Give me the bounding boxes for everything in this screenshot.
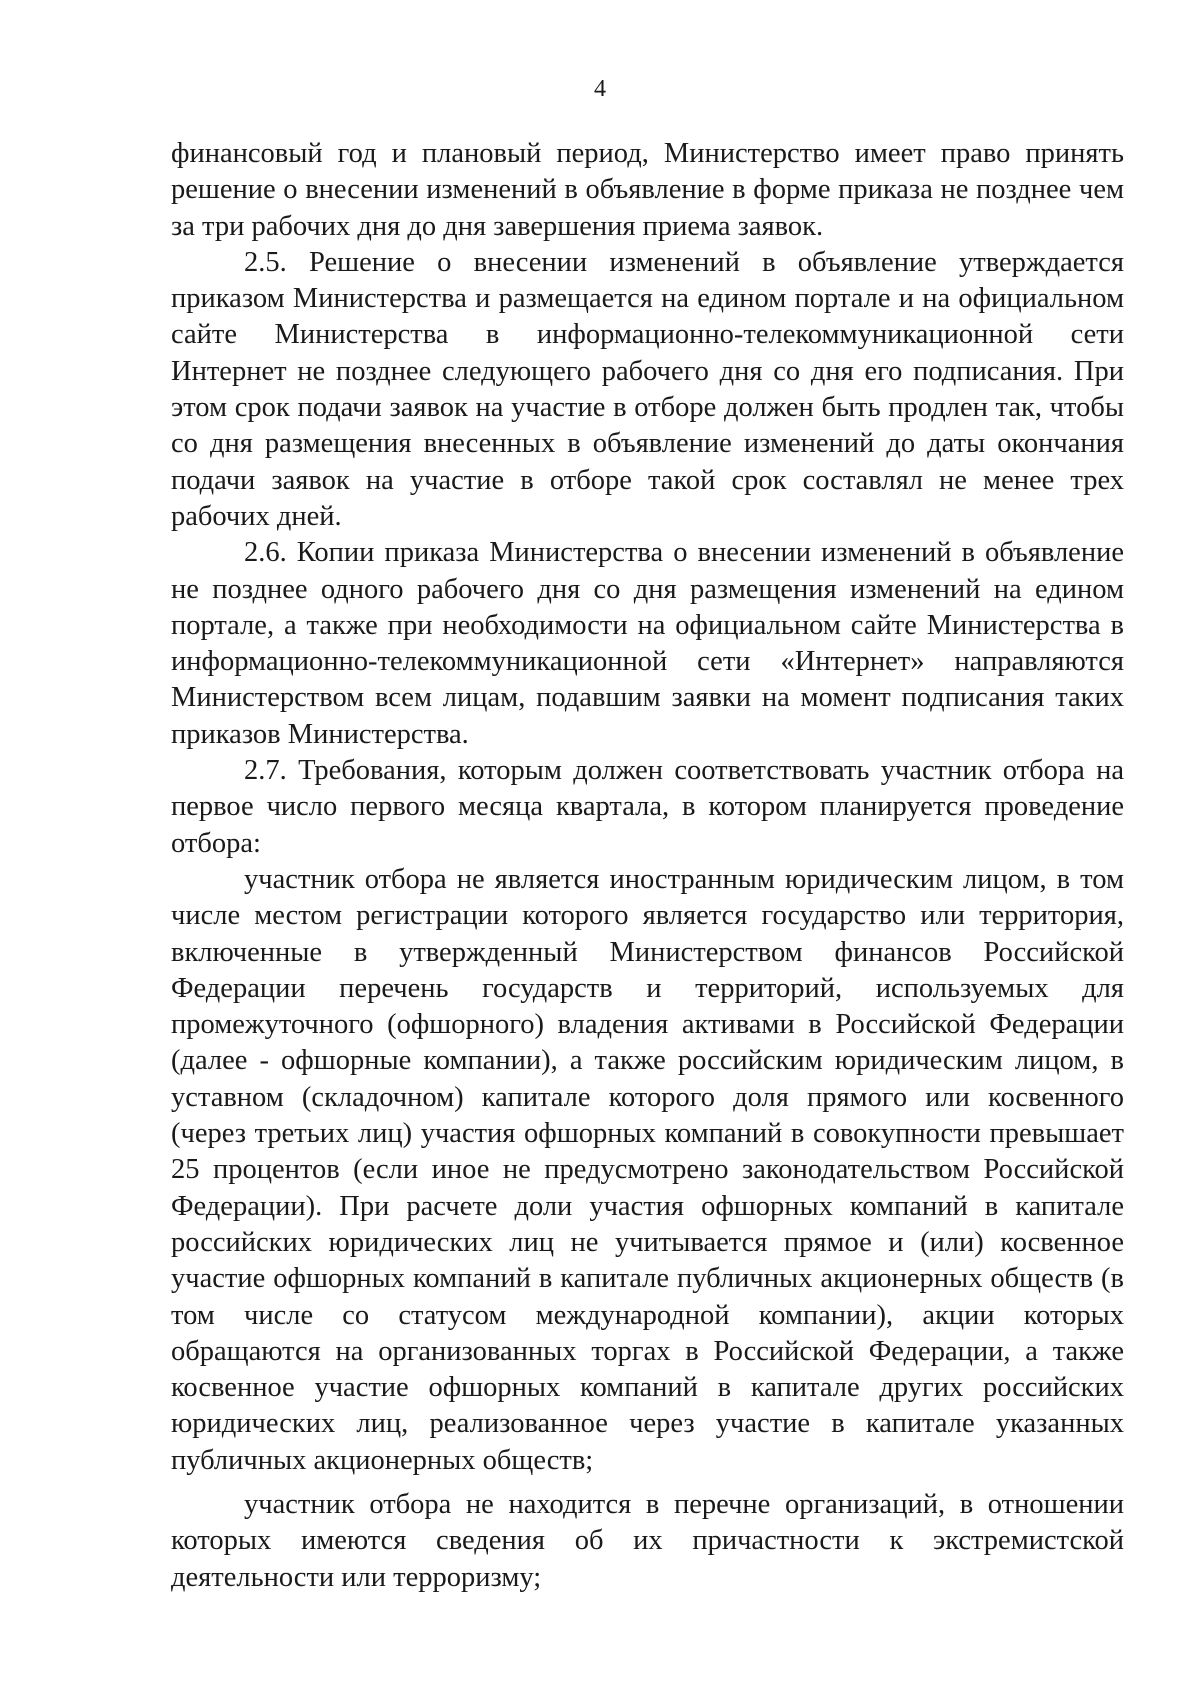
paragraph-2-7: 2.7. Требования, которым должен соответствовать участник отбора на первое число первого месяца квартала, в котором планируется проведение отбора: [171, 755, 1124, 859]
requirement-extremism: участник отбора не находится в перечне организаций, в отношении которых имеются сведения об их причастности к экстремистской деятельности или терроризму; [171, 1488, 1124, 1593]
paragraph-2-6: 2.6. Копии приказа Министерства о внесении изменений в объявление не позднее одного рабочего дня со дня размещения изменений на едином портале, а также при необходимости на официальном сайте Министерства в информационно-телекоммуникационной сети «Интернет» направляются Министерством всем лицам, подавшим заявки на момент подписания таких приказов Министерства. [171, 537, 1124, 750]
document-body [171, 136, 1124, 1596]
paragraph-continuation: финансовый год и плановый период, Министерство имеет право принять решение о внесении изменений в объявление в форме приказа не позднее чем за три рабочих дня до дня завершения приема заявок. [171, 138, 1124, 242]
page-number: 4 [594, 76, 606, 102]
paragraph-2-5: 2.5. Решение о внесении изменений в объявление утверждается приказом Министерства и размещается на едином портале и на официальном сайте Министерства в информационно-телекоммуникационной сети Интернет не позднее следующего рабочего дня со дня его подписания. При этом срок подачи заявок на участие в отборе должен быть продлен так, чтобы со дня размещения внесенных в объявление изменений до даты окончания подачи заявок на участие в отборе такой срок составлял не менее трех рабочих дней. [171, 246, 1124, 532]
requirement-offshore: участник отбора не является иностранным юридическим лицом, в том числе местом регистрации которого является государство или территория, включенные в утвержденный Министерством финансов Российской Федерации перечень государств и территорий, используемых для промежуточного (офшорного) владения активами в Российской Федерации (далее - офшорные компании), а также российским юридическим лицом, в уставном (складочном) капитале которого доля прямого или косвенного (через третьих лиц) участия офшорных компаний в совокупности превышает 25 процентов (если иное не предусмотрено законодательством Российской Федерации). При расчете доли участия офшорных компаний в капитале российских юридических лиц не учитывается прямое и (или) косвенное участие офшорных компаний в капитале публичных акционерных обществ (в том числе со статусом международной компании), акции которых обращаются на организованных торгах в Российской Федерации, а также косвенное участие офшорных компаний в капитале других российских юридических лиц, реализованное через участие в капитале указанных публичных акционерных обществ; [171, 863, 1124, 1476]
